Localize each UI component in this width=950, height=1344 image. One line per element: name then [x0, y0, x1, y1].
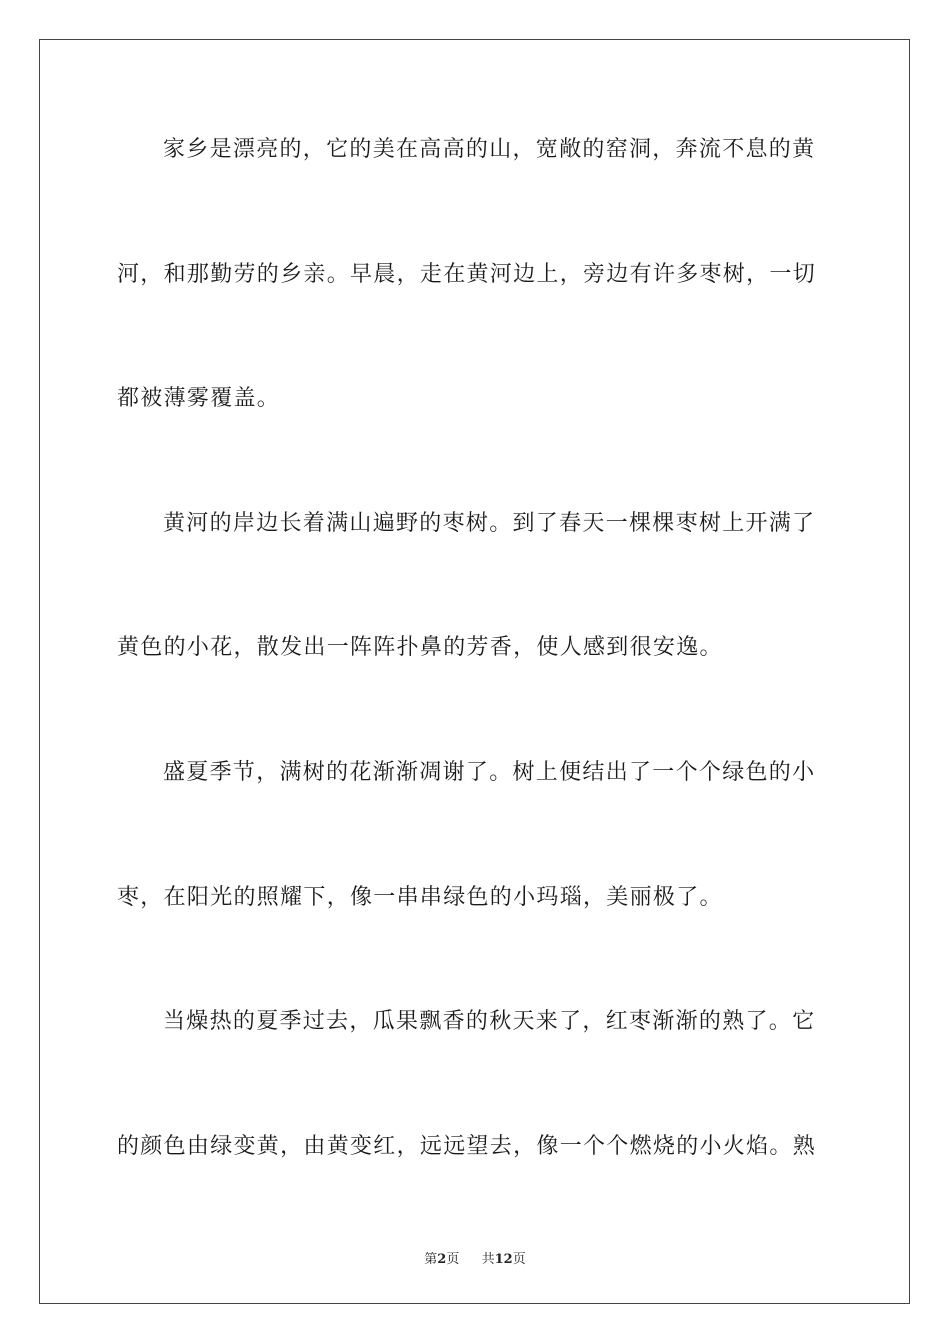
total-number: 12: [494, 1252, 513, 1267]
text-line-1: 家乡是漂亮的，它的美在高高的山，宽敞的窑洞，奔流不息的黄: [163, 137, 816, 162]
text-line-6: 盛夏季节，满树的花渐渐凋谢了。树上便结出了一个个绿色的小: [163, 759, 816, 785]
total-pages-indicator: [482, 1248, 526, 1267]
document-body: [117, 124, 833, 1245]
text-line-2: 河，和那勤劳的乡亲。早晨，走在黄河边上，旁边有许多枣树，一切: [117, 261, 817, 287]
page-suffix: 页: [446, 1252, 460, 1267]
page-indicator: [424, 1248, 459, 1267]
text-line-7: 枣，在阳光的照耀下，像一串串绿色的小玛瑙，美丽极了。: [117, 884, 723, 910]
text-line-4: 黄河的岸边长着满山遍野的枣树。到了春天一棵棵枣树上开满了: [163, 510, 816, 536]
text-line-5: 黄色的小花，散发出一阵阵扑鼻的芳香，使人感到很安逸。: [117, 635, 723, 661]
text-line-3: 都被薄雾覆盖。: [117, 386, 281, 412]
total-prefix: 共: [481, 1252, 495, 1267]
total-suffix: 页: [512, 1252, 526, 1267]
text-line-9: 的颜色由绿变黄，由黄变红，远远望去，像一个个燃烧的小火焰。熟: [117, 1133, 817, 1159]
text-line-8: 当燥热的夏季过去，瓜果飘香的秋天来了，红枣渐渐的熟了。它: [163, 1009, 816, 1035]
page-number: 2: [437, 1252, 447, 1267]
page-footer: [0, 1248, 950, 1267]
page-prefix: 第: [424, 1252, 438, 1267]
